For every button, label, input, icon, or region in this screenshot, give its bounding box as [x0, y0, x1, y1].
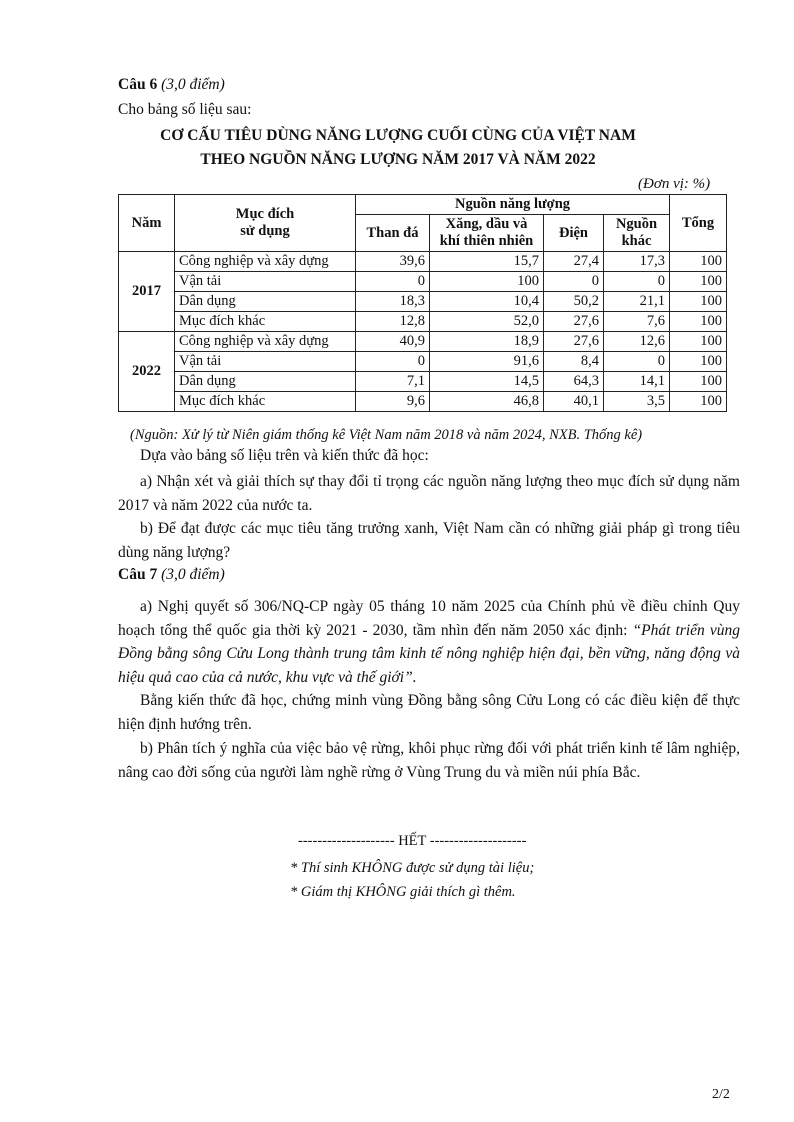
header-energy-source: Nguồn năng lượng	[356, 195, 670, 215]
question-6-part-b	[118, 517, 740, 564]
page-number: 2/2	[712, 1087, 730, 1102]
electricity-cell: 27,4	[544, 252, 604, 272]
candidate-note: * Thí sinh KHÔNG được sử dụng tài liệu;	[290, 860, 535, 876]
question-7-part-a-text: a) Nghị quyết số 306/NQ-CP ngày 05 tháng 10 năm 2025 của Chính phủ về điều chỉnh Quy hoạch tổng thể quốc gia thời kỳ 2021 - 2030, tầm nhìn đến năm 2050 xác định:	[118, 598, 740, 639]
other-cell: 12,6	[604, 332, 670, 352]
coal-cell: 9,6	[356, 392, 430, 412]
other-cell: 0	[604, 272, 670, 292]
coal-cell: 0	[356, 352, 430, 372]
question-6-points: (3,0 điểm)	[161, 76, 225, 93]
purpose-cell: Công nghiệp và xây dựng	[175, 332, 356, 352]
header-purpose-line-1: Mục đích	[235, 206, 295, 222]
header-electricity: Điện	[544, 215, 604, 252]
table-row	[119, 372, 727, 392]
purpose-cell: Mục đích khác	[175, 392, 356, 412]
header-other-line-1: Nguồn	[615, 216, 658, 232]
electricity-cell: 50,2	[544, 292, 604, 312]
coal-cell: 39,6	[356, 252, 430, 272]
question-7-part-a-quote: “Phát triển vùng Đồng bằng sông Cửu Long thành trung tâm kinh tế nông nghiệp hiện đại, bền vững, năng động và hiệu quả cao của cả nước, khu vực và thế giới”.	[118, 621, 740, 686]
total-cell: 100	[670, 252, 727, 272]
energy-structure-table	[118, 194, 727, 412]
total-cell: 100	[670, 312, 727, 332]
table-row	[119, 392, 727, 412]
oil-cell: 15,7	[430, 252, 544, 272]
question-7-label: Câu 7	[118, 566, 158, 583]
question-7-part-b	[118, 737, 740, 784]
header-purpose	[175, 195, 356, 252]
header-coal: Than đá	[356, 215, 430, 252]
question-6-intro: Cho bảng số liệu sau:	[118, 101, 252, 118]
electricity-cell: 40,1	[544, 392, 604, 412]
purpose-cell: Dân dụng	[175, 292, 356, 312]
electricity-cell: 27,6	[544, 312, 604, 332]
question-7-part-b-text: b) Phân tích ý nghĩa của việc bảo vệ rừng, khôi phục rừng đối với phát triển kinh tế lâm nghiệp, nâng cao đời sống của người làm nghề rừng ở Vùng Trung du và miền núi phía Bắc.	[118, 740, 740, 781]
header-year: Năm	[119, 195, 175, 252]
other-cell: 0	[604, 352, 670, 372]
other-cell: 21,1	[604, 292, 670, 312]
electricity-cell: 0	[544, 272, 604, 292]
total-cell: 100	[670, 332, 727, 352]
question-7-points: (3,0 điểm)	[161, 566, 225, 583]
table-source-note: (Nguồn: Xử lý từ Niên giám thống kê Việt Nam năm 2018 và năm 2024, NXB. Thống kê)	[130, 427, 643, 443]
coal-cell: 12,8	[356, 312, 430, 332]
purpose-cell: Công nghiệp và xây dựng	[175, 252, 356, 272]
header-total: Tổng	[670, 195, 727, 252]
question-7-part-a-task-text: Bằng kiến thức đã học, chứng minh vùng Đồng bằng sông Cửu Long có các điều kiện để thực hiện định hướng trên.	[118, 692, 740, 733]
table-row	[119, 352, 727, 372]
other-cell: 3,5	[604, 392, 670, 412]
question-6-part-a	[118, 470, 740, 517]
total-cell: 100	[670, 352, 727, 372]
table-title-line-1: CƠ CẤU TIÊU DÙNG NĂNG LƯỢNG CUỐI CÙNG CỦA VIỆT NAM	[160, 127, 636, 144]
total-cell: 100	[670, 372, 727, 392]
electricity-cell: 64,3	[544, 372, 604, 392]
question-6-part-a-text: a) Nhận xét và giải thích sự thay đổi tỉ trọng các nguồn năng lượng theo mục đích sử dụng năm 2017 và năm 2022 của nước ta.	[118, 473, 740, 514]
table-title-line-2: THEO NGUỒN NĂNG LƯỢNG NĂM 2017 VÀ NĂM 2022	[200, 151, 596, 168]
question-7-part-a	[118, 595, 740, 689]
question-6-part-b-text: b) Để đạt được các mục tiêu tăng trưởng xanh, Việt Nam cần có những giải pháp gì trong tiêu dùng năng lượng?	[118, 520, 740, 561]
table-row	[119, 312, 727, 332]
oil-cell: 91,6	[430, 352, 544, 372]
total-cell: 100	[670, 292, 727, 312]
coal-cell: 7,1	[356, 372, 430, 392]
other-cell: 7,6	[604, 312, 670, 332]
header-other-source	[604, 215, 670, 252]
oil-cell: 14,5	[430, 372, 544, 392]
proctor-note: * Giám thị KHÔNG giải thích gì thêm.	[290, 884, 516, 900]
other-cell: 17,3	[604, 252, 670, 272]
table-row	[119, 252, 727, 272]
question-6-heading	[118, 76, 225, 94]
table-unit: (Đơn vị: %)	[638, 176, 711, 192]
header-oil-gas	[430, 215, 544, 252]
purpose-cell: Vận tải	[175, 272, 356, 292]
question-7-heading	[118, 566, 225, 584]
other-cell: 14,1	[604, 372, 670, 392]
electricity-cell: 27,6	[544, 332, 604, 352]
question-6-instruction: Dựa vào bảng số liệu trên và kiến thức đã học:	[140, 447, 429, 464]
oil-cell: 10,4	[430, 292, 544, 312]
question-6-label: Câu 6	[118, 76, 158, 93]
header-oil-line-2: khí thiên nhiên	[439, 233, 534, 249]
coal-cell: 0	[356, 272, 430, 292]
year-cell: 2017	[119, 252, 175, 332]
total-cell: 100	[670, 272, 727, 292]
coal-cell: 40,9	[356, 332, 430, 352]
year-cell: 2022	[119, 332, 175, 412]
electricity-cell: 8,4	[544, 352, 604, 372]
question-7-part-a-task	[118, 689, 740, 736]
header-oil-line-1: Xăng, dầu và	[445, 216, 528, 232]
table-row	[119, 332, 727, 352]
purpose-cell: Dân dụng	[175, 372, 356, 392]
header-purpose-line-2: sử dụng	[240, 223, 290, 239]
oil-cell: 18,9	[430, 332, 544, 352]
table-row	[119, 272, 727, 292]
oil-cell: 52,0	[430, 312, 544, 332]
purpose-cell: Vận tải	[175, 352, 356, 372]
end-marker: -------------------- HẾT --------------------	[298, 833, 527, 849]
total-cell: 100	[670, 392, 727, 412]
table-row	[119, 292, 727, 312]
oil-cell: 46,8	[430, 392, 544, 412]
coal-cell: 18,3	[356, 292, 430, 312]
header-other-line-2: khác	[621, 233, 652, 249]
purpose-cell: Mục đích khác	[175, 312, 356, 332]
oil-cell: 100	[430, 272, 544, 292]
